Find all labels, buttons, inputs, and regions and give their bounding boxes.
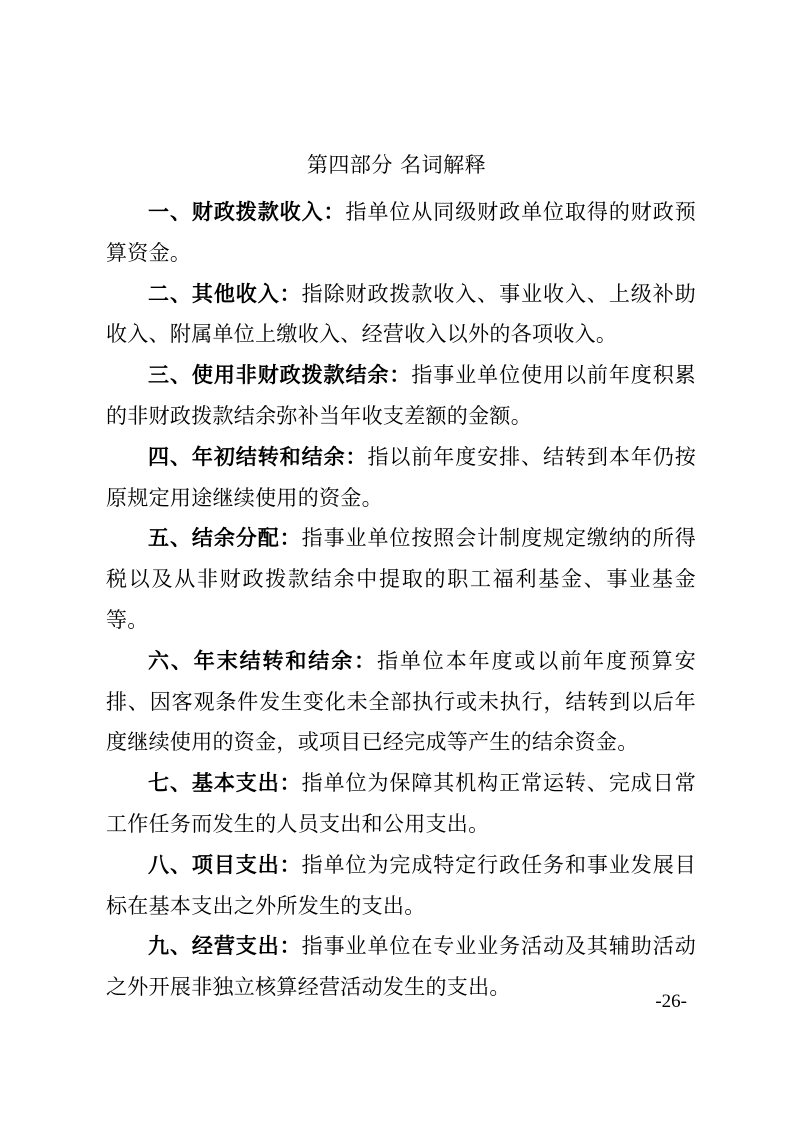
term-label: 九、经营支出： [148, 934, 302, 959]
term-definition: 指事业单位在专业业务活动及其辅助活动之外开展非独立核算经营活动发生的支出。 [106, 934, 696, 1000]
term-definition: 指事业单位按照会计制度规定缴纳的所得税以及从非财政拨款结余中提取的职工福利基金、事业基金等。 [106, 526, 696, 632]
page-number: -26- [655, 991, 687, 1012]
term-definition: 指单位为保障其机构正常运转、完成日常工作任务而发生的人员支出和公用支出。 [106, 771, 696, 836]
term-definition: 指单位为完成特定行政任务和事业发展目标在基本支出之外所发生的支出。 [106, 852, 696, 918]
glossary-item-4 [106, 437, 696, 519]
term-definition: 指除财政拨款收入、事业收入、上级补助收入、附属单位上缴收入、经营收入以外的各项收入。 [106, 281, 696, 347]
term-definition: 指单位本年度或以前年度预算安排、因客观条件发生变化未全部执行或未执行，结转到以后年度继续使用的资金，或项目已经完成等产生的结余资金。 [106, 648, 696, 755]
term-label: 七、基本支出： [148, 771, 302, 796]
term-label: 四、年初结转和结余： [148, 444, 368, 469]
glossary-item-8 [106, 845, 696, 927]
term-label: 二、其他收入： [148, 281, 302, 306]
term-label: 六、年末结转和结余： [148, 648, 377, 673]
term-label: 三、使用非财政拨款结余： [148, 363, 412, 388]
glossary-body [106, 192, 696, 1008]
term-label: 八、项目支出： [148, 852, 302, 877]
section-title: 第四部分 名词解释 [306, 153, 487, 177]
term-definition: 指以前年度安排、结转到本年仍按原规定用途继续使用的资金。 [106, 444, 697, 510]
term-definition: 指单位从同级财政单位取得的财政预算资金。 [106, 200, 696, 265]
glossary-item-3 [106, 355, 696, 437]
term-label: 五、结余分配： [148, 526, 302, 551]
glossary-item-7 [106, 763, 696, 845]
glossary-item-2 [106, 274, 696, 356]
term-definition: 指事业单位使用以前年度积累的非财政拨款结余弥补当年收支差额的金额。 [106, 363, 696, 428]
glossary-item-6 [106, 641, 696, 763]
glossary-item-9 [106, 926, 696, 1008]
term-label: 一、财政拨款收入： [148, 200, 346, 224]
glossary-item-1 [106, 192, 696, 274]
glossary-item-5 [106, 518, 696, 640]
